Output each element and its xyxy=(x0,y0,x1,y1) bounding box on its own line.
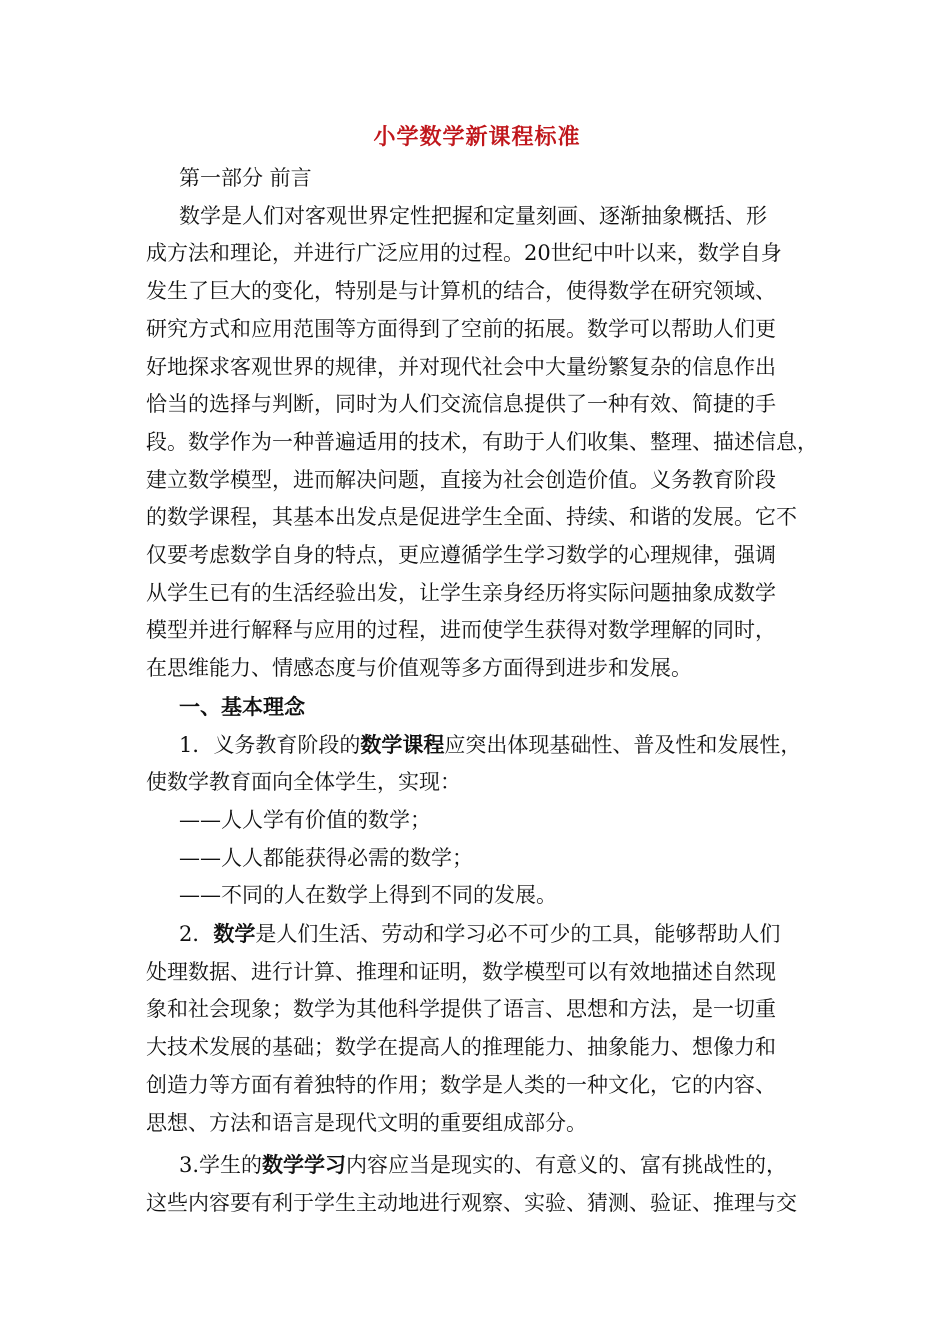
item-line xyxy=(146,915,808,954)
item-keyword: 数学 xyxy=(213,921,256,947)
part-heading: 第一部分 前言 xyxy=(179,166,312,190)
intro-line: 发生了巨大的变化，特别是与计算机的结合，使得数学在研究领域、 xyxy=(146,279,776,304)
item-line xyxy=(146,726,808,765)
item-keyword: 数学课程 xyxy=(360,731,445,757)
principle-item-1 xyxy=(146,726,808,916)
intro-line: 模型并进行解释与应用的过程，进而使学生获得对数学理解的同时， xyxy=(146,618,776,643)
item-line: 思想、方法和语言是现代文明的重要组成部分。 xyxy=(146,1110,587,1135)
item-line: 大技术发展的基础；数学在提高人的推理能力、抽象能力、想像力和 xyxy=(146,1035,776,1060)
item-line: 这些内容要有利于学生主动地进行观察、实验、猜测、验证、推理与交 xyxy=(146,1190,797,1215)
intro-line: 仅要考虑数学自身的特点，更应遵循学生学习数学的心理规律，强调 xyxy=(146,543,776,568)
bullet-line: ——人人学有价值的数学； xyxy=(179,807,431,832)
item-line: 处理数据、进行计算、推理和证明，数学模型可以有效地描述自然现 xyxy=(146,959,776,984)
item-line: 象和社会现象；数学为其他科学提供了语言、思想和方法，是一切重 xyxy=(146,997,776,1022)
bullet-line: ——人人都能获得必需的数学； xyxy=(179,845,473,870)
item-keyword: 数学学习 xyxy=(262,1152,347,1178)
intro-line: 好地探求客观世界的规律，并对现代社会中大量纷繁复杂的信息作出 xyxy=(146,354,776,379)
item-number: 2． xyxy=(179,922,214,947)
intro-line: 数学是人们对客观世界定性把握和定量刻画、逐渐抽象概括、形 xyxy=(179,203,767,228)
intro-line: 建立数学模型，进而解决问题，直接为社会创造价值。义务教育阶段 xyxy=(146,467,776,492)
item-text: 内容应当是现实的、有意义的、富有挑战性的， xyxy=(346,1153,788,1178)
document-title: 小学数学新课程标准 xyxy=(373,124,581,150)
principle-item-3 xyxy=(146,1146,808,1222)
intro-line: 的数学课程，其基本出发点是促进学生全面、持续、和谐的发展。它不 xyxy=(146,505,797,530)
item-line: 使数学教育面向全体学生，实现： xyxy=(146,770,461,795)
intro-line: 段。数学作为一种普遍适用的技术，有助于人们收集、整理、描述信息， xyxy=(146,429,818,454)
section-heading: 一、基本理念 xyxy=(179,693,305,719)
item-text: 应突出体现基础性、普及性和发展性， xyxy=(444,732,802,757)
bullet-line: ——不同的人在数学上得到不同的发展。 xyxy=(179,883,557,908)
intro-line: 成方法和理论，并进行广泛应用的过程。20世纪中叶以来，数学自身 xyxy=(146,241,782,266)
document-page xyxy=(146,118,818,1223)
item-text: 是人们生活、劳动和学习必不可少的工具，能够帮助人们 xyxy=(255,922,781,947)
item-line xyxy=(146,1146,808,1185)
item-number: 3.学生的 xyxy=(179,1153,263,1178)
item-line: 创造力等方面有着独特的作用；数学是人类的一种文化，它的内容、 xyxy=(146,1072,776,1097)
item-number: 1．义务教育阶段的 xyxy=(179,732,361,757)
intro-paragraph xyxy=(146,198,818,688)
intro-line: 恰当的选择与判断，同时为人们交流信息提供了一种有效、简捷的手 xyxy=(146,392,776,417)
principle-item-2 xyxy=(146,915,808,1142)
intro-line: 在思维能力、情感态度与价值观等多方面得到进步和发展。 xyxy=(146,656,692,681)
intro-line: 研究方式和应用范围等方面得到了空前的拓展。数学可以帮助人们更 xyxy=(146,316,776,341)
intro-line: 从学生已有的生活经验出发，让学生亲身经历将实际问题抽象成数学 xyxy=(146,580,776,605)
